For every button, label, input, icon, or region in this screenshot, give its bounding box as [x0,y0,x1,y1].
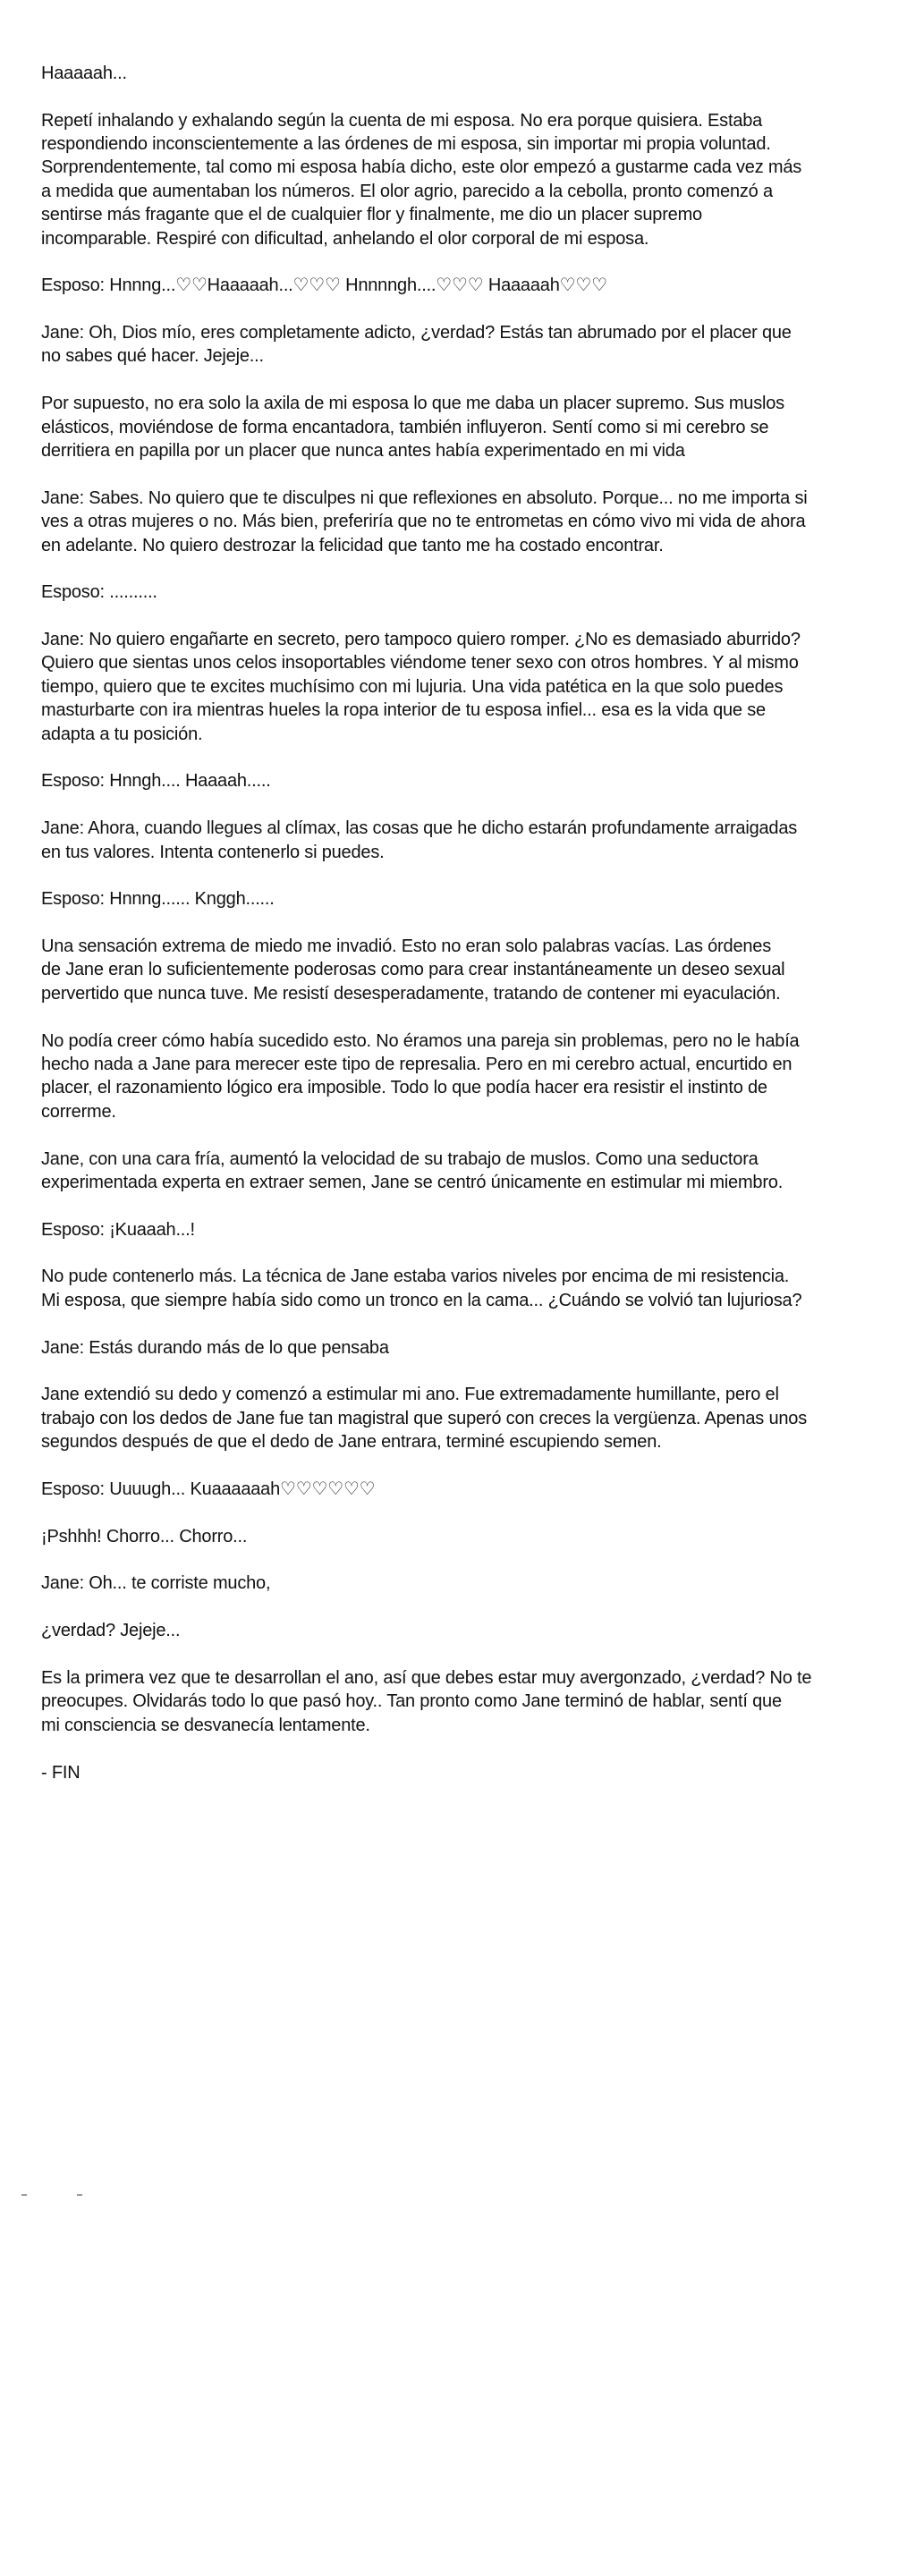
paragraph [41,935,891,1005]
text-line: - FIN [41,1762,81,1783]
text-line: placer, el razonamiento lógico era imposible. Todo lo que podía hacer era resistir el instinto de [41,1078,767,1098]
text-line: Quiero que sientas unos celos insoportables viéndome tener sexo con otros hombres. Y al mismo [41,653,799,674]
text-line: Sorprendentemente, tal como mi esposa había dicho, este olor empezó a gustarme cada vez más [41,157,802,178]
text-line: tiempo, quiero que te excites muchísimo con mi lujuria. Una vida patética en la que solo puedes [41,676,784,697]
text-line: Esposo: Hnngh.... Haaaah..... [41,771,271,792]
text-line: Haaaaah... [41,63,127,83]
paragraph [41,1619,891,1642]
text-line: no sabes qué hacer. Jejeje... [41,346,264,367]
text-line: adapta a tu posición. [41,724,203,744]
paragraph [41,628,891,746]
text-line: sentirse más fragante que el de cualquier flor y finalmente, me dio un placer supremo [41,205,702,225]
paragraph [41,1572,891,1595]
paragraph [41,1265,891,1312]
text-line: hecho nada a Jane para merecer este tipo de represalia. Pero en mi cerebro actual, encurtido en [41,1055,793,1075]
paragraph [41,1030,891,1124]
text-line: Esposo: Uuuugh... Kuaaaaaah♡♡♡♡♡♡ [41,1479,376,1499]
text-line: elásticos, moviéndose de forma encantadora, también influyeron. Sentí como si mi cerebro se [41,417,769,437]
text-line: Jane: Estás durando más de lo que pensaba [41,1337,389,1358]
stray-mark [77,2194,82,2196]
text-line: Esposo: Hnnng...... Knggh...... [41,889,275,910]
text-line: Es la primera vez que te desarrollan el ano, así que debes estar muy avergonzado, ¿verdad? No te [41,1668,812,1689]
text-line: ves a otras mujeres o no. Más bien, preferiría que no te entrometas en cómo vivo mi vida de ahora [41,512,806,532]
text-line: Por supuesto, no era solo la axila de mi esposa lo que me daba un placer supremo. Sus muslos [41,394,784,414]
paragraph [41,392,891,462]
text-line: Jane: Oh... te corriste mucho, [41,1573,271,1594]
text-line: Mi esposa, que siempre había sido como un tronco en la cama... ¿Cuándo se volvió tan lujuriosa? [41,1290,802,1310]
paragraph [41,1148,891,1195]
text-line: en tus valores. Intenta contenerlo si puedes. [41,842,385,862]
text-line: Jane, con una cara fría, aumentó la velocidad de su trabajo de muslos. Como una seductora [41,1148,759,1169]
text-line: a medida que aumentaban los números. El olor agrio, parecido a la cebolla, pronto comenzó a [41,181,773,201]
text-line: preocupes. Olvidarás todo lo que pasó hoy.. Tan pronto como Jane terminó de hablar, sentí que [41,1691,782,1712]
text-line: derritiera en papilla por un placer que nunca antes había experimentado en mi vida [41,440,685,461]
text-line: Jane: Oh, Dios mío, eres completamente adicto, ¿verdad? Estás tan abrumado por el placer que [41,323,792,343]
text-line: Jane extendió su dedo y comenzó a estimular mi ano. Fue extremadamente humillante, pero el [41,1385,779,1405]
text-line: No pude contenerlo más. La técnica de Jane estaba varios niveles por encima de mi resistencia. [41,1267,790,1287]
text-line: mi consciencia se desvanecía lentamente. [41,1715,370,1735]
text-line: experimentada experta en extraer semen, Jane se centró únicamente en estimular mi miembro. [41,1172,784,1192]
paragraph [41,580,891,604]
paragraph [41,1525,891,1548]
text-line: respondiendo inconscientemente a las órdenes de mi esposa, sin importar mi propia voluntad. [41,133,771,154]
paragraph [41,62,891,85]
stray-mark [21,2194,27,2196]
paragraph [41,1478,891,1501]
paragraph [41,1666,891,1737]
text-line: trabajo con los dedos de Jane fue tan magistral que superó con creces la vergüenza. Apenas unos [41,1408,808,1428]
paragraph [41,887,891,911]
paragraph [41,274,891,297]
text-line: Esposo: ¡Kuaaah...! [41,1219,195,1240]
paragraph [41,817,891,864]
paragraph [41,1336,891,1360]
paragraph [41,769,891,792]
paragraph [41,487,891,557]
text-line: Repetí inhalando y exhalando según la cuenta de mi esposa. No era porque quisiera. Estaba [41,110,763,131]
text-line: No podía creer cómo había sucedido esto. No éramos una pareja sin problemas, pero no le había [41,1030,800,1051]
text-line: Jane: Ahora, cuando llegues al clímax, las cosas que he dicho estarán profundamente arraigadas [41,818,798,839]
text-line: ¡Pshhh! Chorro... Chorro... [41,1526,248,1546]
paragraph [41,321,891,369]
text-line: masturbarte con ira mientras hueles la ropa interior de tu esposa infiel... esa es la vida que se [41,700,766,721]
text-line: de Jane eran lo suficientemente poderosas como para crear instantáneamente un deseo sexual [41,960,785,980]
paragraph [41,109,891,250]
text-line: Esposo: Hnnng...♡♡Haaaaah...♡♡♡ Hnnnngh....♡♡♡ Haaaaah♡♡♡ [41,275,607,296]
paragraph [41,1383,891,1453]
text-line: en adelante. No quiero destrozar la felicidad que tanto me ha costado encontrar. [41,535,664,555]
paragraph [41,1761,891,1784]
paragraph [41,1218,891,1241]
text-line: Jane: No quiero engañarte en secreto, pero tampoco quiero romper. ¿No es demasiado aburrido? [41,630,801,650]
text-line: correrme. [41,1101,116,1122]
text-line: Una sensación extrema de miedo me invadió. Esto no eran solo palabras vacías. Las órdenes [41,936,772,957]
text-line: segundos después de que el dedo de Jane entrara, terminé escupiendo semen. [41,1432,662,1453]
text-line: Jane: Sabes. No quiero que te disculpes ni que reflexiones en absoluto. Porque... no me importa si [41,487,808,508]
text-line: pervertido que nunca tuve. Me resistí desesperadamente, tratando de contener mi eyaculación. [41,983,781,1004]
text-line: Esposo: .......... [41,582,157,603]
story-text [41,62,891,1809]
text-line: incomparable. Respiré con dificultad, anhelando el olor corporal de mi esposa. [41,228,649,249]
text-line: ¿verdad? Jejeje... [41,1621,181,1641]
